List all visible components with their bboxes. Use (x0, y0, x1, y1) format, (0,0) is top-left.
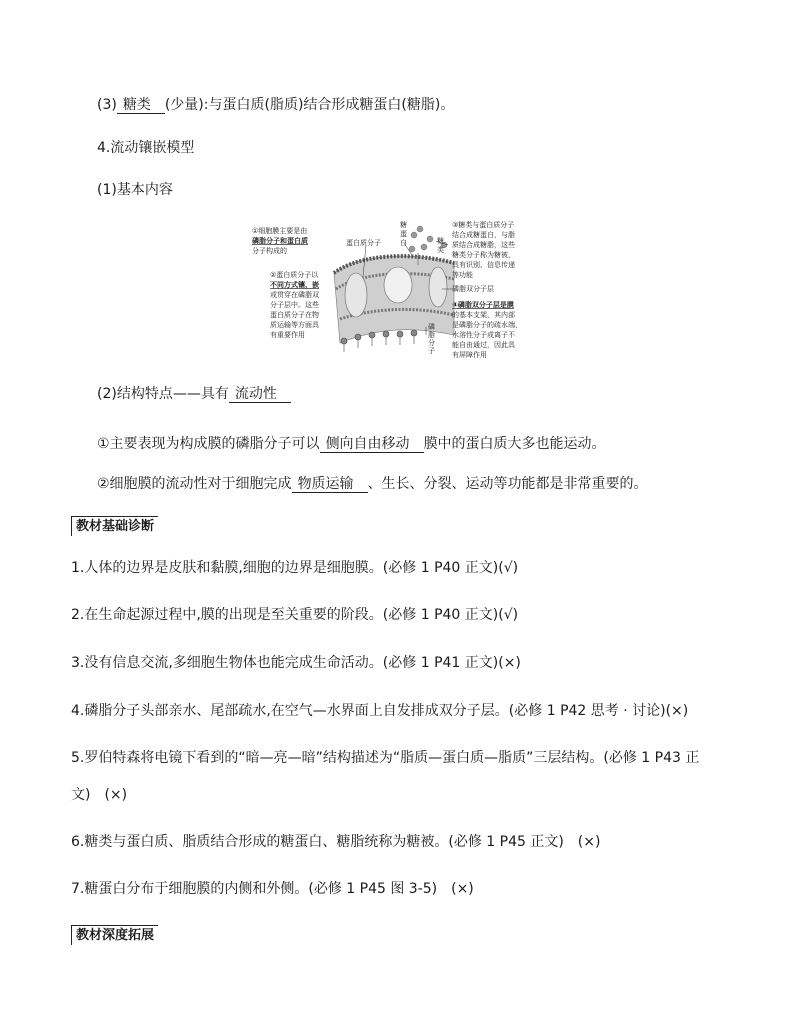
blank-answer-fluidity: 流动性 (229, 386, 291, 403)
heading-fluid-mosaic: 4.流动镶嵌模型 (97, 140, 195, 156)
feature-point-2-text: 、生长、分裂、运动等功能都是非常重要的。 (367, 476, 648, 492)
section-tag-basic-diagnosis: 教材基础诊断 (71, 516, 158, 536)
blank-answer-sugar: 糖类 (117, 97, 165, 114)
feature-point-1-prefix: ①主要表现为构成膜的磷脂分子可以 (97, 436, 320, 452)
structure-feature (97, 384, 291, 404)
diagnosis-item-4: 4.磷脂分子头部亲水、尾部疏水,在空气—水界面上自发排成双分子层。(必修 1 P42 思考 · 讨论)(×) (71, 703, 689, 719)
label-protein-molecule: 蛋白质分子 (346, 239, 381, 247)
feature-point-2 (97, 474, 648, 494)
fluid-mosaic-diagram (248, 215, 534, 361)
section-3-sugar (97, 95, 454, 115)
protein-center (384, 267, 412, 303)
diagnosis-item-3: 3.没有信息交流,多细胞生物体也能完成生命活动。(必修 1 P41 正文)(×) (71, 655, 521, 671)
structure-feature-prefix: (2)结构特点——具有 (97, 386, 229, 402)
diagnosis-item-7: 7.糖蛋白分布于细胞膜的内侧和外侧。(必修 1 P45 图 3-5) (×) (71, 881, 474, 897)
note-2: ②蛋白质分子以 不同方式镶、嵌 或贯穿在磷脂双 分子层中。这些 蛋白质分子在物 质运输等方面具 有重要作用 (270, 271, 319, 339)
feature-point-2-prefix: ②细胞膜的流动性对于细胞完成 (97, 476, 292, 492)
protein-right (429, 267, 447, 307)
note-4: ④磷脂双分子层是膜 的基本支架，其内部 是磷脂分子的疏水端， 水溶性分子或离子不 能自由通过，因此具 有屏障作用 (452, 301, 522, 359)
section-3-prefix: (3) (97, 97, 117, 113)
diagnosis-item-5: 5.罗伯特森将电镜下看到的“暗—亮—暗”结构描述为“脂质—蛋白质—脂质”三层结构。(必修 1 P43 正 (71, 750, 700, 766)
section-tag-deep-expansion: 教材深度拓展 (71, 925, 158, 945)
label-phospholipid: 磷 脂 分 子 (428, 323, 435, 355)
blank-answer-lateral-move: 侧向自由移动 (320, 436, 424, 453)
protein-left (345, 273, 367, 317)
feature-point-1-text: 膜中的蛋白质大多也能运动。 (423, 436, 606, 452)
note-3: ③糖类与蛋白质分子 结合成糖蛋白，与脂 质结合成糖脂，这些 糖类分子称为糖被， 具有识别、信息传递 等功能 (452, 221, 515, 279)
heading-basic-content: (1)基本内容 (97, 182, 173, 198)
note-1: ①细胞膜主要是由 磷脂分子和蛋白质 分子构成的 (252, 227, 308, 255)
label-bilayer: 磷脂双分子层 (452, 285, 494, 293)
label-sugar: 糖 类 (437, 237, 444, 254)
diagnosis-item-5-cont: 文) (×) (71, 787, 128, 803)
feature-point-1 (97, 434, 606, 454)
diagnosis-item-1: 1.人体的边界是皮肤和黏膜,细胞的边界是细胞膜。(必修 1 P40 正文)(√) (71, 560, 519, 576)
label-glycoprotein: 糖 蛋 白 (400, 221, 407, 247)
diagnosis-item-2: 2.在生命起源过程中,膜的出现是至关重要的阶段。(必修 1 P40 正文)(√) (71, 607, 519, 623)
section-3-text: (少量):与蛋白质(脂质)结合形成糖蛋白(糖脂)。 (164, 97, 455, 113)
blank-answer-transport: 物质运输 (292, 476, 368, 493)
diagnosis-item-6: 6.糖类与蛋白质、脂质结合形成的糖蛋白、糖脂统称为糖被。(必修 1 P45 正文) (×) (71, 834, 601, 850)
